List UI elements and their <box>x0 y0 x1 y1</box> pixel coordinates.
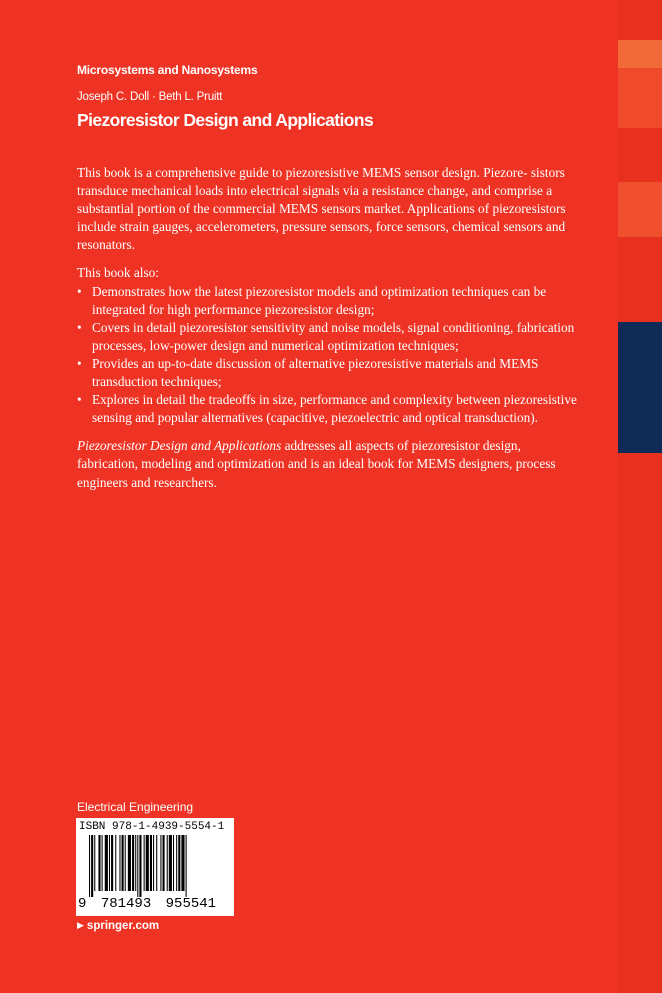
barcode-bar <box>128 835 131 891</box>
barcode-bar <box>156 835 157 891</box>
barcode-bar <box>119 835 120 891</box>
barcode-bar <box>163 835 165 891</box>
closing-paragraph <box>77 437 577 491</box>
isbn-label: ISBN 978-1-4939-5554-1 <box>79 821 225 833</box>
book-title: Piezoresistor Design and Applications <box>77 110 374 130</box>
barcode-bar <box>94 835 95 891</box>
barcode-bar <box>153 835 154 891</box>
ean-right-group: 955541 <box>165 896 217 912</box>
barcode-bar <box>160 835 161 891</box>
barcode-bar <box>89 835 90 897</box>
barcode-bar <box>102 835 103 891</box>
barcode-bar <box>178 835 180 891</box>
spine-color-strip <box>618 0 662 993</box>
barcode-bar <box>132 835 134 891</box>
barcode-bar <box>146 835 149 891</box>
feature-item: • Provides an up-to-date discussion of alternative piezoresistive materials and MEMS transduction techniques; <box>77 355 577 391</box>
strip-navy-block <box>618 322 662 453</box>
barcode-bar <box>137 835 138 897</box>
closing-text: addresses all aspects of piezoresistor design, fabrication, modeling and optimization and is an ideal book for MEMS designers, process engineers and researchers. <box>77 438 556 490</box>
series-name: Microsystems and Nanosystems <box>77 63 258 77</box>
closing-title: Piezoresistor Design and Applications <box>77 438 282 454</box>
feature-item: • Covers in detail piezoresistor sensitivity and noise models, signal conditioning, fabrication processes, low-power design and numerical optimization techniques; <box>77 319 577 355</box>
ean-digits <box>78 896 216 912</box>
description <box>77 164 577 492</box>
strip-orange-block-lower <box>618 182 662 237</box>
barcode-bar <box>105 835 108 891</box>
barcode-bar <box>186 835 187 897</box>
barcode-bar <box>125 835 126 891</box>
strip-orange-fade-top <box>618 68 662 128</box>
barcode-bar <box>150 835 152 891</box>
barcode-bar <box>98 835 100 891</box>
arrow-right-icon: ▶ <box>77 920 84 930</box>
barcode-bar <box>173 835 174 891</box>
barcode-bar <box>169 835 172 891</box>
publisher-link[interactable] <box>77 920 159 932</box>
subject-category: Electrical Engineering <box>77 800 194 814</box>
feature-item: • Explores in detail the tradeoffs in size, performance and complexity between piezoresistive sensing and popular alternatives (capacitive, piezoelectric and optical transduction). <box>77 391 577 427</box>
ean-first-digit: 9 <box>78 896 87 912</box>
barcode-bars <box>89 835 221 897</box>
barcode-bar <box>139 835 141 897</box>
barcode-bar <box>111 835 113 891</box>
strip-orange-block <box>618 40 662 68</box>
barcode-bar <box>91 835 93 897</box>
isbn-barcode <box>76 818 234 916</box>
barcode-bar <box>115 835 116 891</box>
authors: Joseph C. Doll · Beth L. Pruitt <box>77 91 223 103</box>
barcode-bar <box>135 835 136 891</box>
publisher-url: springer.com <box>86 920 160 932</box>
barcode-bar <box>167 835 168 891</box>
feature-list <box>77 283 577 428</box>
intro-paragraph: This book is a comprehensive guide to piezoresistive MEMS sensor design. Piezore- sistors transduce mechanical loads into electrical signals via a resistance change, and comprise a substantial portion of the commercial MEMS sensors market. Applications of piezoresistors include strain gauges, accelerometers, pressure sensors, force sensors, chemical sensors and resonators. <box>77 165 566 253</box>
ean-left-group: 781493 <box>100 896 152 912</box>
barcode-bar <box>181 835 184 891</box>
barcode-bar <box>122 835 124 891</box>
barcode-bar <box>109 835 110 891</box>
barcode-bar <box>144 835 145 891</box>
feature-item: • Demonstrates how the latest piezoresistor models and optimization techniques can be integrated for high performance piezoresistor design; <box>77 283 577 319</box>
barcode-bar <box>176 835 177 891</box>
also-label: This book also: <box>77 265 159 281</box>
